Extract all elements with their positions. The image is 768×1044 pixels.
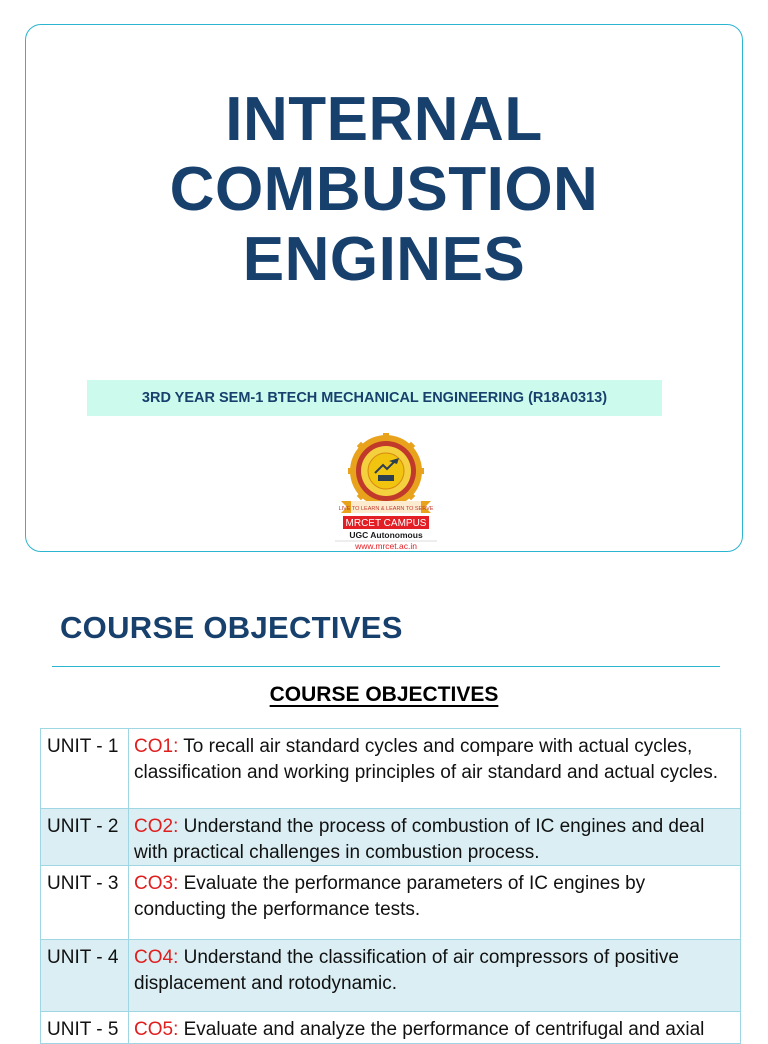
objective-text: Understand the classification of air compressors of positive displacement and rotodynamic. bbox=[134, 947, 679, 994]
unit-label: UNIT - 2 bbox=[41, 809, 129, 866]
co-code: CO5: bbox=[134, 1019, 179, 1040]
objective-text: To recall air standard cycles and compare with actual cycles, classification and working principles of air standard and actual cycles. bbox=[134, 736, 719, 783]
section-divider bbox=[52, 666, 720, 667]
document-heading-text: COURSE OBJECTIVES bbox=[269, 683, 499, 706]
title-line-1: INTERNAL bbox=[225, 85, 543, 154]
table-row bbox=[41, 1012, 741, 1044]
co-code: CO1: bbox=[134, 736, 179, 757]
unit-label: UNIT - 1 bbox=[41, 729, 129, 809]
unit-label: UNIT - 4 bbox=[41, 940, 129, 1012]
objective-cell bbox=[129, 809, 741, 866]
unit-label: UNIT - 3 bbox=[41, 866, 129, 940]
objective-text: Evaluate and analyze the performance of centrifugal and axial bbox=[178, 1019, 705, 1040]
title-slide-card bbox=[25, 24, 743, 552]
logo-ribbon-text: LIVE TO LEARN & LEARN TO SERVE bbox=[338, 506, 434, 512]
gear-icon bbox=[348, 433, 424, 509]
objective-cell bbox=[129, 866, 741, 940]
objective-cell bbox=[129, 729, 741, 809]
table-row bbox=[41, 729, 741, 809]
logo-url: www.mrcet.ac.in bbox=[355, 541, 417, 551]
objective-cell bbox=[129, 940, 741, 1012]
section-heading: COURSE OBJECTIVES bbox=[60, 610, 403, 645]
table-row bbox=[41, 866, 741, 940]
mrcet-logo bbox=[331, 433, 441, 551]
objective-cell bbox=[129, 1012, 741, 1044]
objective-text: Understand the process of combustion of IC engines and deal with practical challenges in combustion process. bbox=[134, 816, 705, 863]
table-row bbox=[41, 940, 741, 1012]
co-code: CO2: bbox=[134, 816, 179, 837]
unit-label: UNIT - 5 bbox=[41, 1012, 129, 1044]
logo-tagline: UGC Autonomous bbox=[349, 530, 423, 540]
course-objectives-table bbox=[40, 728, 741, 1044]
table-row bbox=[41, 809, 741, 866]
main-title bbox=[26, 85, 742, 295]
objective-text: Evaluate the performance parameters of IC engines by conducting the performance tests. bbox=[134, 873, 646, 920]
co-code: CO4: bbox=[134, 947, 179, 968]
co-code: CO3: bbox=[134, 873, 179, 894]
document-heading bbox=[0, 683, 768, 707]
logo-name: MRCET CAMPUS bbox=[345, 518, 427, 529]
course-subtitle: 3RD YEAR SEM-1 BTECH MECHANICAL ENGINEERING (R18A0313) bbox=[87, 380, 662, 416]
title-line-2: COMBUSTION bbox=[169, 155, 599, 224]
title-line-3: ENGINES bbox=[242, 225, 526, 294]
